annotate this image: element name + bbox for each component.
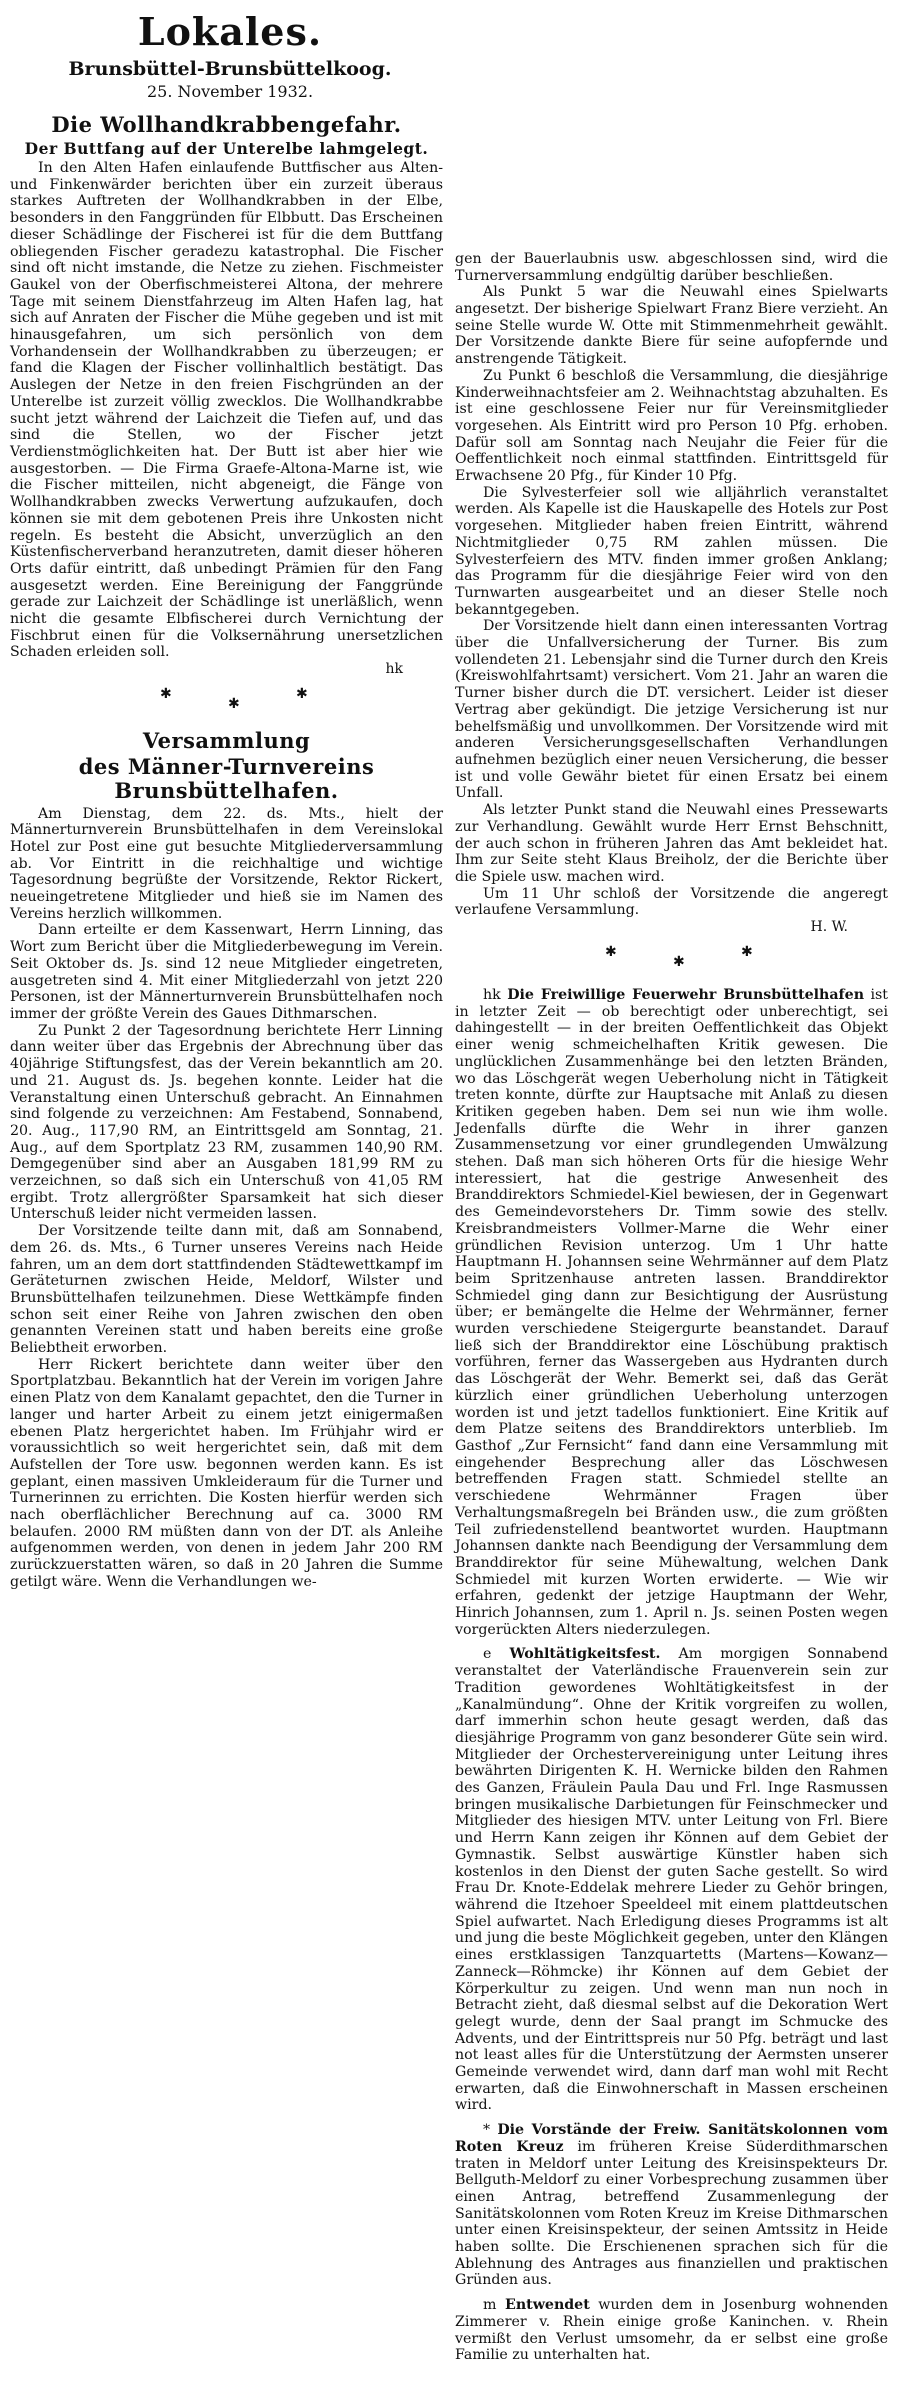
paragraph: Die Sylvesterfeier soll wie alljährlich veranstaltet werden. Als Kapelle ist die Hauskapelle des Hotels zur Post vorgesehen. Mitglieder haben freien Eintritt, während Nichtmitglieder 0,75 RM zahlen müssen. Die Sylvesterfeiern des MTV. finden immer großen Anklang; das Programm für die diesjährige Feier wird von den Turnwarten ausgearbeitet und an dieser Stelle noch bekanntgegeben.: [455, 484, 888, 618]
paragraph-text: wurden dem in Josenburg wohnenden Zimmerer v. Rhein einige große Kaninchen. v. Rhein vermißt den Verlust umsomehr, da er selbst eine große Familie zu unterhalten hat.: [455, 2297, 888, 2364]
star-icon: ✱: [228, 696, 240, 713]
article-turnverein-continued: [455, 251, 888, 935]
column-right: [455, 251, 888, 2364]
author-signature: hk: [385, 661, 403, 678]
paragraph-text: im früheren Kreise Süderdithmarschen traten in Meldorf unter Leitung des Kreisinspekteurs Dr. Bellguth-Meldorf zu einer Vorbesprechung zusammen über einen Antrag, betreffend Zusammenlegung der Sanitätskolonnen vom Roten Kreuz im Kreise Dithmarschen unter einen Kreisinspekteur, der seinen Amtssitz in Heide haben sollte. Die Erschienenen sprachen sich für die Ablehnung des Antrages aus finanziellen und praktischen Gründen aus.: [455, 2138, 888, 2289]
paragraph: Als letzter Punkt stand die Neuwahl eines Pressewarts zur Verhandlung. Gewählt wurde Herr Ernst Behschnitt, der auch schon in früheren Jahren das Amt bekleidet hat. Ihm zur Seite steht Klaus Breiholz, der die Berichte über die Spiele usw. machen wird.: [455, 802, 888, 885]
dateline-date: 25. November 1932.: [146, 81, 314, 101]
lead-phrase: Wohltätigkeitsfest.: [509, 1646, 661, 1663]
paragraph: [455, 1646, 888, 2114]
article-wohltaetigkeitsfest: [455, 1646, 888, 2114]
article-sanitaetskolonnen: [455, 2122, 888, 2289]
paragraph: [455, 987, 888, 1638]
star-separator: [10, 685, 443, 723]
paragraph: Zu Punkt 6 beschloß die Versammlung, die diesjährige Kinderweihnachtsfeier am 2. Weihnachtstag abzuhalten. Es ist eine geschlossene Feier nur für Vereinsmitglieder vorgesehen. Als Eintritt wird pro Person 10 Pfg. erhoben. Dafür soll am Sonntag nach Neujahr die Feier für die Oeffentlichkeit noch einmal stattfinden. Eintrittsgeld für Erwachsene 20 Pfg., für Kinder 10 Pfg.: [455, 367, 888, 485]
article-title-line2: des Männer-Turnvereins Brunsbüttelhafen.: [78, 754, 375, 804]
lead-phrase: Die Vorstände der Freiw. Sanitätskolonnen vom Roten Kreuz: [455, 2122, 888, 2155]
author-mark: *: [483, 2122, 491, 2139]
paragraph: Am Dienstag, dem 22. ds. Mts., hielt der Männerturnverein Brunsbüttelhafen in dem Vereinslokal Hotel zur Post eine gut besuchte Mitgliederversammlung ab. Vor Eintritt in die reichhaltige und wichtige Tagesordnung begrüßte der Vorsitzende, Rektor Rickert, neueingetretene Mitglieder und hieß sie im Namen des Vereins herzlich willkommen.: [10, 805, 443, 922]
paragraph: [455, 2297, 888, 2364]
article-title: Die Wollhandkrabbengefahr.: [51, 111, 402, 137]
star-icon: ✱: [296, 686, 308, 703]
article-feuerwehr: [455, 987, 888, 1638]
star-icon: ✱: [605, 944, 617, 961]
dateline-place: Brunsbüttel-Brunsbüttelkoog.: [68, 57, 392, 80]
article-wollhandkrabben: [10, 113, 443, 677]
paragraph: Der Vorsitzende teilte dann mit, daß am Sonnabend, dem 26. ds. Mts., 6 Turner unseres Vereins nach Heide fahren, um an dem dort stattfindenden Städtewettkampf im Geräteturnen zwischen Heide, Meldorf, Wilster und Brunsbüttelhafen teilzunehmen. Diese Wettkämpfe finden schon seit einer Reihe von Jahren zwischen den oben genannten Vereinen statt und haben bereits eine große Beliebtheit erworben.: [10, 1223, 443, 1357]
paragraph: Zu Punkt 2 der Tagesordnung berichtete Herr Linning dann weiter über das Ergebnis der Abrechnung über das 40jährige Stiftungsfest, das der Verein bekanntlich am 20. und 21. August ds. Js. begehen konnte. Leider hat die Veranstaltung einen Unterschuß gebracht. An Einnahmen sind folgende zu verzeichnen: Am Festabend, Sonnabend, 20. Aug., 117,90 RM, an Eintrittsgeld am Sonntag, 21. Aug., auf dem Sportplatz 23 RM, zusammen 140,90 RM. Demgegenüber sind aber an Ausgaben 181,99 RM zu verzeichnen, so daß sich ein Unterschuß von 41,05 RM ergibt. Trotz allergrößter Sparsamkeit hat sich dieser Unterschuß leider nicht vermeiden lassen.: [10, 1022, 443, 1223]
star-icon: ✱: [741, 944, 753, 961]
columns: [10, 111, 888, 2364]
article-subtitle: Der Buttfang auf der Unterelbe lahmgelegt.: [24, 139, 429, 159]
lead-phrase: Entwendet: [505, 2297, 590, 2314]
paragraph-text: Am morgigen Sonnabend veranstaltet der Vaterländische Frauenverein sein zur Tradition gewordenes Wohltätigkeitsfest in der „Kanalmündung“. Ohne der Kritik vorgreifen zu wollen, darf immerhin schon heute gesagt werden, daß das diesjährige Programm von ganz besonderer Güte sein wird. Mitglieder der Orchestervereinigung unter Leitung ihres bewährten Dirigenten K. H. Wernicke bilden den Rahmen des Ganzen, Fräulein Paula Dau und Frl. Inge Rasmussen bringen musikalische Darbietungen für Feinschmecker und Mitglieder des hiesigen MTV. unter Leitung von Frl. Biere und Herrn Kann zeigen ihr Können auf dem Gebiet der Gymnastik. Selbst auswärtige Künstler haben sich kostenlos in den Dienst der guten Sache gestellt. So wird Frau Dr. Knote-Eddelak mehrere Lieder zu Gehör bringen, während die Itzehoer Speeldeel mit einem plattdeutschen Spiel aufwartet. Nach Erledigung dieses Programms ist alt und jung die beste Möglichkeit gegeben, unter den Klängen eines erstklassigen Tanzquartetts (Martens—Kowanz—Zanneck—Röhmcke) ihr Können auf dem Gebiet der Körperkultur zu zeigen. Und wenn man nun noch in Betracht zieht, daß diesmal selbst auf die Dekoration Wert gelegt wurde, denn der Saal prangt im Schmucke des Advents, und der Eintrittspreis nur 50 Pfg. beträgt und last not least alles für die Unterstützung der Aermsten unserer Gemeinde verwendet wird, dann darf man wohl mit Recht erwarten, daß die Einwohnerschaft in Massen erscheinen wird.: [455, 1646, 888, 2114]
paragraph: Als Punkt 5 war die Neuwahl eines Spielwarts angesetzt. Der bisherige Spielwart Franz Biere verzieht. An seine Stelle wurde W. Otte mit Stimmenmehrheit gewählt. Der Vorsitzende dankte Biere für seine aufopfernde und anstrengende Tätigkeit.: [455, 284, 888, 368]
paragraph: Herr Rickert berichtete dann weiter über den Sportplatzbau. Bekanntlich hat der Verein im vorigen Jahre einen Platz von dem Kanalamt gepachtet, den die Turner in langer und harter Arbeit zu einem jetzt einigermaßen ebenen Platz hergerichtet haben. Im Frühjahr wird er voraussichtlich so weit hergerichtet sein, daß mit dem Aufstellen der Tore usw. begonnen werden kann. Es ist geplant, einen massiven Umkleideraum für die Turner und Turnerinnen zu errichten. Die Kosten hierfür werden sich nach oberflächlicher Berechnung auf ca. 3000 RM belaufen. 2000 RM müßten dann von der DT. als Anleihe aufgenommen werden, von denen in jedem Jahr 200 RM zurückzuerstatten wären, so daß in 20 Jahren die Summe getilgt wäre. Wenn die Verhandlungen we-: [10, 1356, 443, 1590]
paragraph: Der Vorsitzende hielt dann einen interessanten Vortrag über die Unfallversicherung der Turner. Bis zum vollendeten 21. Lebensjahr sind die Turner durch den Kreis (Kreiswohlfahrtsamt) versichert. Vom 21. Jahr an waren die Turner bisher durch die DT. versichert. Leider ist dieser Vertrag aber gekündigt. Die jetzige Versicherung ist nur behelfsmäßig und unvollkommen. Der Vorsitzende wird mit anderen Versicherungsgesellschaften Verhandlungen aufnehmen bezüglich einer neuen Versicherung, die besser ist und volle Gewähr bietet für einen Ersatz bei einem Unfall.: [455, 618, 888, 802]
masthead: [10, 9, 450, 101]
paragraph: Um 11 Uhr schloß der Vorsitzende die angeregt verlaufene Versammlung.: [455, 885, 888, 919]
star-icon: ✱: [673, 954, 685, 971]
author-mark: e: [483, 1646, 492, 1663]
paragraph: [455, 2122, 888, 2289]
author-mark: m: [483, 2297, 497, 2314]
section-title: Lokales.: [137, 9, 323, 54]
paragraph: In den Alten Hafen einlaufende Buttfischer aus Alten- und Finkenwärder berichten über ein zurzeit überaus starkes Auftreten der Wollhandkrabben in der Elbe, besonders in den Fanggründen für Elbbutt. Das Erscheinen dieser Schädlinge der Fischerei ist für die dem Buttfang obliegenden Fischer geradezu katastrophal. Die Fischer sind oft nicht imstande, die Netze zu ziehen. Fischmeister Gaukel von der Oberfischmeisterei Altona, der mehrere Tage mit seinem Dienstfahrzeug im Alten Hafen lag, hat sich auf Anraten der Fischer die Mühe gegeben und ist mit hinausgefahren, um sich persönlich von dem Vorhandensein der Wollhandkrabben zu überzeugen; er fand die Klagen der Fischer vollinhaltlich bestätigt. Das Auslegen der Netze in den freien Fischgründen an der Unterelbe ist zurzeit völlig zwecklos. Die Wollhandkrabbe sucht jetzt während der Laichzeit die Tiefen auf, und das sind die Stellen, wo der Fischer jetzt Verdienstmöglichkeiten hat. Der Butt ist aber hier wie ausgestorben. — Die Firma Graefe-Altona-Marne ist, wie die Fischer mitteilen, nicht abgeneigt, die Fänge von Wollhandkrabben zwecks Verwertung aufzukaufen, doch können sie mit dem gebotenen Preis ihre Unkosten nicht regeln. Es besteht die Absicht, unverzüglich an den Küstenfischerverband heranzutreten, damit dieser höheren Orts dafür eintritt, daß unbedingt Prämien für den Fang ausgesetzt werden. Eine Bereinigung der Fanggründe gerade zur Laichzeit der Schädlinge ist unerläßlich, wenn nicht die gesamte Elbfischerei durch Vernichtung der Fischbrut einen für die Volksernährung unersetzlichen Schaden erleiden soll.: [10, 160, 443, 661]
article-turnverein: [10, 729, 443, 1590]
paragraph: Dann erteilte er dem Kassenwart, Herrn Linning, das Wort zum Bericht über die Mitgliederbewegung im Verein. Seit Oktober ds. Js. sind 12 neue Mitglieder eingetreten, ausgetreten sind 4. Mit einer Mitgliederzahl von jetzt 220 Personen, ist der Männerturnverein Brunsbüttelhafen noch immer der größte Verein des Gaues Dithmarschen.: [10, 922, 443, 1022]
paragraph-text: ist in letzter Zeit — ob berechtigt oder unberechtigt, sei dahingestellt — in der breiten Oeffentlichkeit das Objekt einer wenig schmeichelhaften Kritik gewesen. Die unglücklichen Zusammenhänge bei den letzten Bränden, wo das Löschgerät wegen Ueberholung nicht in Tätigkeit treten konnte, dürfte zur Hauptsache mit Anlaß zu diesen Kritiken gegeben haben. Dem sei nun wie ihm wolle. Jedenfalls dürfte die Wehr in ihrer ganzen Zusammensetzung vor einer grundlegenden Umwälzung stehen. Daß man sich höheren Orts für die hiesige Wehr interessiert, hat die gestrige Anwesenheit des Branddirektors Schmiedel-Kiel bewiesen, der in Gegenwart des Gemeindevorstehers Dr. Timm sowie des stellv. Kreisbrandmeisters Vollmer-Marne die Wehr einer gründlichen Revision unterzog. Um 1 Uhr hatte Hauptmann H. Johannsen seine Wehrmänner auf dem Platz beim Spritzenhause antreten lassen. Branddirektor Schmiedel ging dann zur Besichtigung der Ausrüstung über; er bemängelte die Helme der Wehrmänner, ferner wurden verschiedene Steigergurte beanstandet. Darauf ließ sich der Branddirektor eine Löschübung praktisch vorführen, ferner das Wassergeben aus Hydranten durch das Löschgerät der Wehr. Bemerkt sei, daß das Gerät kürzlich einer gründlichen Ueberholung unterzogen worden ist und jetzt tadellos funktioniert. Eine Kritik auf dem Platze seitens des Branddirektors unterblieb. Im Gasthof „Zur Fernsicht“ fand dann eine Versammlung mit eingehender Besprechung aller das Löschwesen betreffenden Fragen statt. Schmiedel stellte an verschiedene Wehrmänner Fragen über Verhaltungsmaßregeln bei Bränden usw., die zum größten Teil zufriedenstellend beantwortet wurden. Hauptmann Johannsen dankte nach Beendigung der Versammlung dem Branddirektor für seine Mühewaltung, welchen Dank Schmiedel mit kurzen Worten erwiderte. — Wie wir erfahren, gedenkt der jetzige Hauptmann der Wehr, Hinrich Johannsen, zum 1. April n. Js. seinen Posten wegen vorgerückten Alters niederzulegen.: [455, 987, 889, 1638]
article-entwendet: [455, 2297, 888, 2364]
paragraph: gen der Bauerlaubnis usw. abgeschlossen sind, wird die Turnerversammlung endgültig darüber beschließen.: [455, 250, 888, 284]
author-signature: H. W.: [810, 919, 848, 936]
lead-phrase: Die Freiwillige Feuerwehr Brunsbüttelhafen: [507, 987, 865, 1004]
star-separator: [455, 943, 888, 981]
author-mark: hk: [483, 987, 501, 1004]
star-icon: ✱: [160, 686, 172, 703]
column-left: [10, 111, 443, 1591]
article-title-line1: Versammlung: [142, 728, 311, 754]
